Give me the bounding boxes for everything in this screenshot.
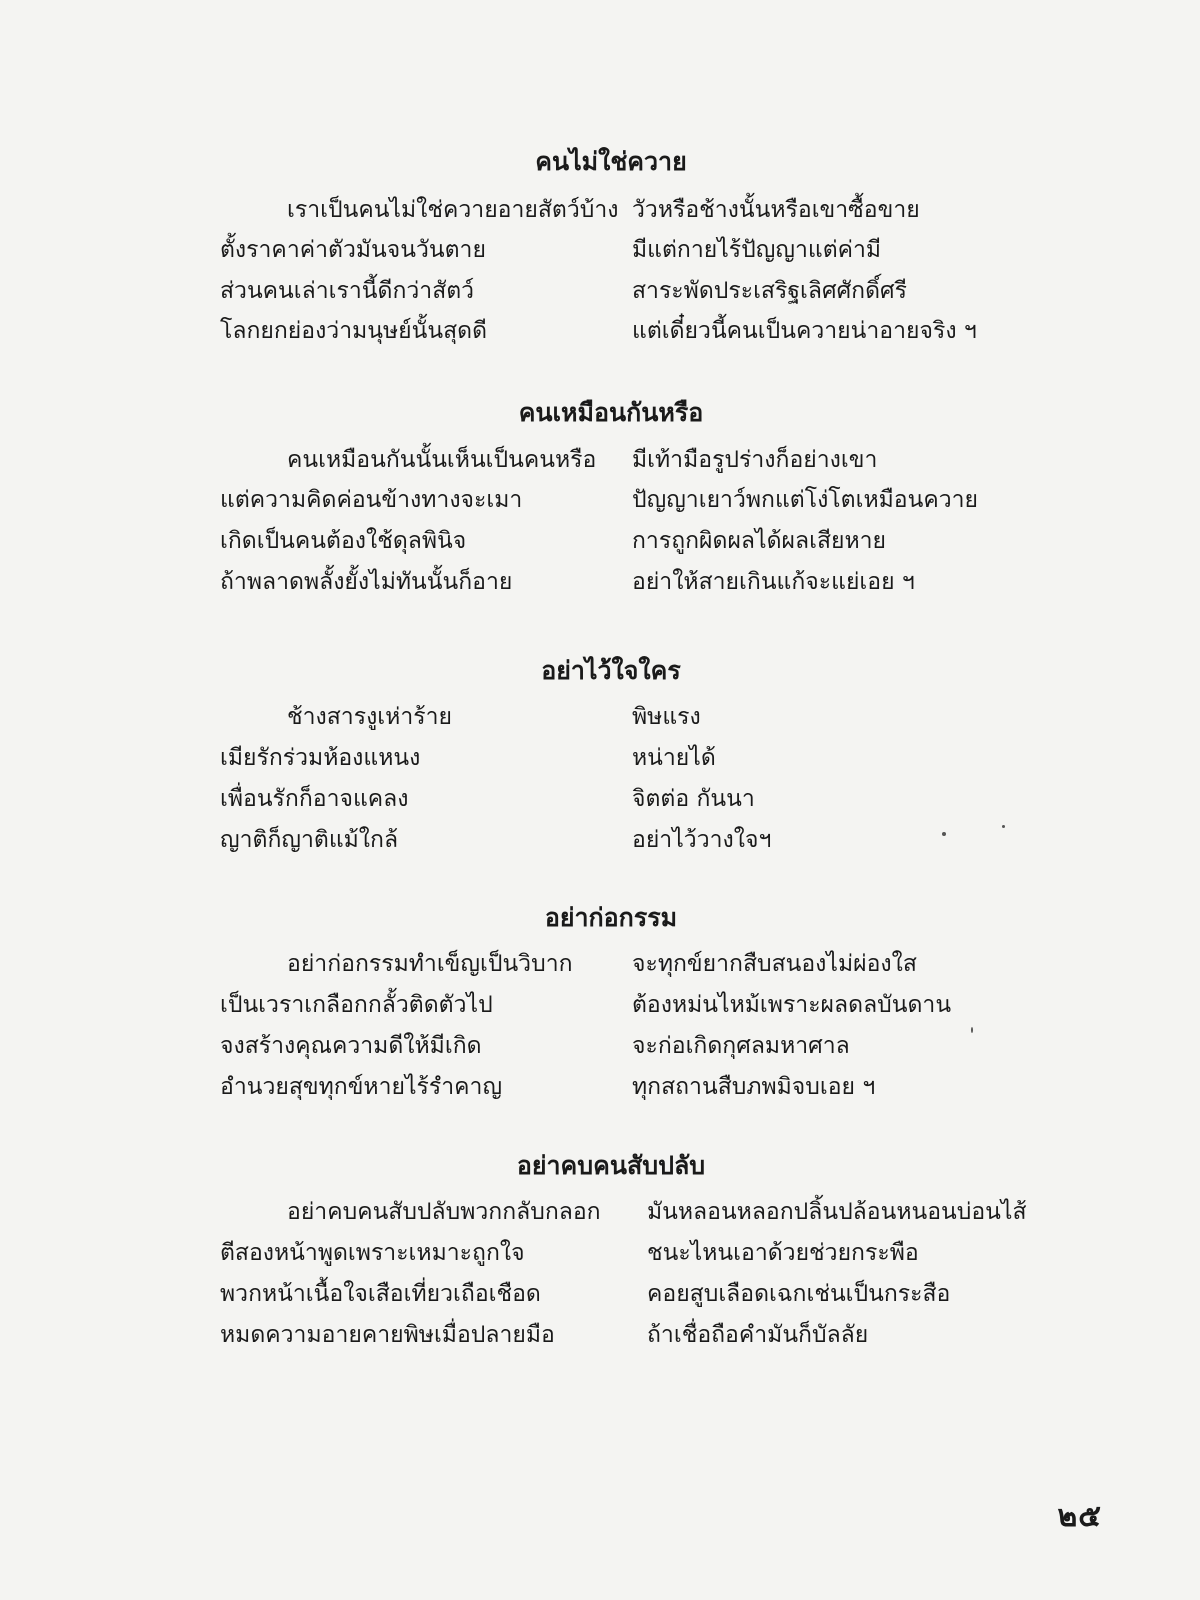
verse-line: โลกยกย่องว่ามนุษย์นั้นสุดดี: [220, 318, 488, 344]
verse-line: แต่ความคิดค่อนข้างทางจะเมา: [220, 487, 523, 513]
poem-title: คนเหมือนกันหรือ: [518, 398, 704, 427]
verse-line: มีเท้ามือรูปร่างก็อย่างเขา: [632, 447, 878, 473]
page-number: ๒๕: [1057, 1499, 1102, 1534]
verse-line: อำนวยสุขทุกข์หายไร้รำคาญ: [220, 1074, 503, 1100]
verse-line: หมดความอายคายพิษเมื่อปลายมือ: [220, 1322, 555, 1348]
verse-line: ตีสองหน้าพูดเพราะเหมาะถูกใจ: [220, 1240, 525, 1266]
verse-line: ทุกสถานสืบภพมิจบเอย ฯ: [632, 1074, 876, 1100]
verse-line: อย่าให้สายเกินแก้จะแย่เอย ฯ: [632, 569, 915, 595]
verse-line: จิตต่อ กันนา: [632, 786, 755, 812]
verse-line: จะก่อเกิดกุศลมหาศาล: [632, 1033, 850, 1059]
verse-line: ถ้าเชื่อถือคำมันก็บัลลัย: [647, 1322, 869, 1348]
verse-line: เป็นเวราเกลือกกลั้วติดตัวไป: [220, 992, 493, 1018]
poem-title: อย่าคบคนสับปลับ: [516, 1151, 706, 1180]
verse-line: ญาติก็ญาติแม้ใกล้: [220, 827, 399, 853]
verse-line: ส่วนคนเล่าเรานี้ดีกว่าสัตว์: [220, 278, 475, 304]
verse-line: จงสร้างคุณความดีให้มีเกิด: [220, 1033, 482, 1059]
verse-line: อย่าคบคนสับปลับพวกกลับกลอก: [287, 1199, 601, 1225]
verse-line: พวกหน้าเนื้อใจเสือเที่ยวเถือเชือด: [220, 1281, 541, 1307]
verse-line: เมียรักร่วมห้องแหนง: [220, 745, 421, 771]
verse-line: ชนะไหนเอาด้วยช่วยกระพือ: [647, 1240, 919, 1266]
verse-line: มันหลอนหลอกปลิ้นปล้อนหนอนบ่อนไส้: [647, 1199, 1027, 1225]
verse-line: อย่าก่อกรรมทำเข็ญเป็นวิบาก: [287, 951, 573, 977]
verse-line: เพื่อนรักก็อาจแคลง: [220, 786, 409, 812]
verse-line: ปัญญาเยาว์พกแต่โง่โตเหมือนควาย: [632, 487, 979, 513]
verse-line: การถูกผิดผลได้ผลเสียหาย: [632, 528, 887, 554]
verse-line: หน่ายได้: [632, 745, 716, 771]
verse-line: ช้างสารงูเห่าร้าย: [287, 704, 452, 730]
verse-line: ถ้าพลาดพลั้งยั้งไม่ทันนั้นก็อาย: [220, 569, 513, 595]
verse-line: สาระพัดประเสริฐเลิศศักดิ์ศรี: [632, 278, 907, 304]
verse-line: พิษแรง: [632, 704, 701, 730]
verse-line: เกิดเป็นคนต้องใช้ดุลพินิจ: [220, 528, 467, 554]
scan-speck: [942, 832, 946, 836]
verse-line: อย่าไว้วางใจฯ: [632, 827, 772, 853]
scan-speck: [1002, 825, 1005, 828]
verse-line: ตั้งราคาค่าตัวมันจนวันตาย: [220, 237, 486, 263]
verse-line: แต่เดี๋ยวนี้คนเป็นควายน่าอายจริง ฯ: [632, 318, 977, 344]
poem-title: คนไม่ใช่ควาย: [535, 147, 687, 176]
poem-title: อย่าไว้ใจใคร: [541, 656, 681, 685]
verse-line: จะทุกข์ยากสืบสนองไม่ผ่องใส: [632, 951, 917, 977]
verse-line: เราเป็นคนไม่ใช่ควายอายสัตว์บ้าง: [287, 197, 619, 223]
verse-line: มีแต่กายไร้ปัญญาแต่ค่ามี: [632, 237, 882, 263]
verse-line: คนเหมือนกันนั้นเห็นเป็นคนหรือ: [287, 447, 597, 473]
poem-title: อย่าก่อกรรม: [544, 903, 678, 932]
verse-line: วัวหรือช้างนั้นหรือเขาซื้อขาย: [632, 197, 920, 223]
verse-line: ต้องหม่นไหม้เพราะผลดลบันดาน: [632, 992, 952, 1018]
verse-line: คอยสูบเลือดเฉกเช่นเป็นกระสือ: [647, 1281, 951, 1307]
scan-speck: [971, 1027, 973, 1033]
